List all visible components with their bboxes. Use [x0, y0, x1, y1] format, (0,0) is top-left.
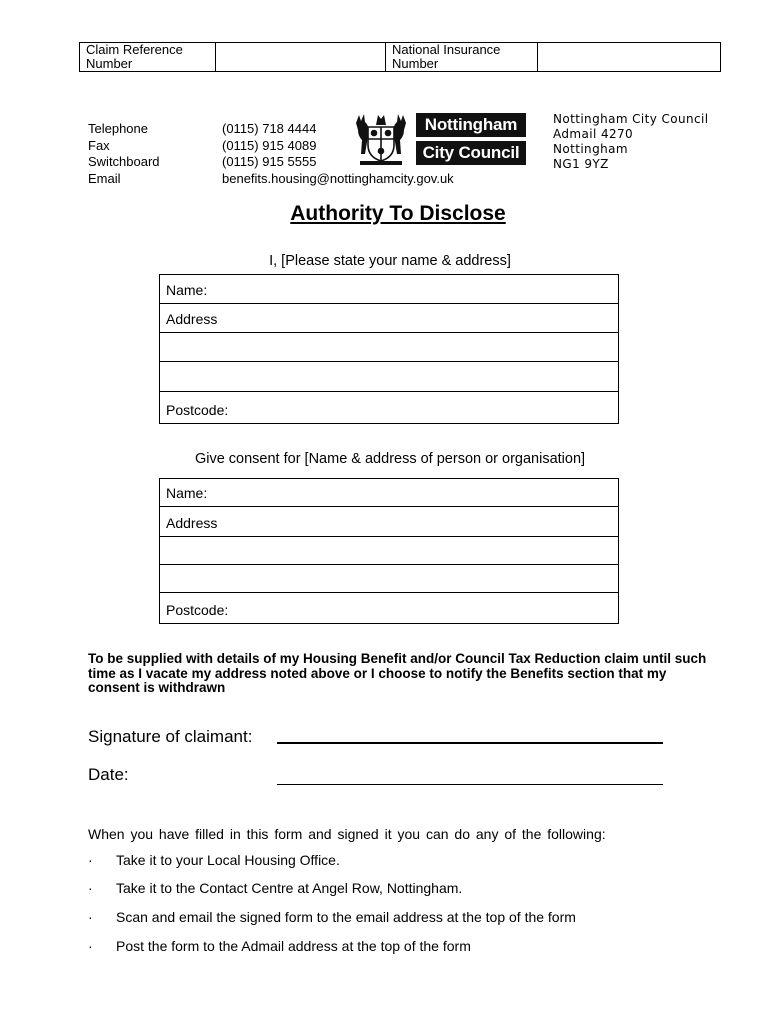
- reference-table: [79, 42, 721, 72]
- claimant-postcode-field[interactable]: [160, 392, 618, 423]
- consent-statement: To be supplied with details of my Housing Benefit and/or Council Tax Reduction claim until such time as I vacate my address noted above or I choose to notify the Benefits section that my consent is withdrawn: [88, 651, 707, 695]
- postal-address: [553, 112, 708, 172]
- list-item: [88, 938, 471, 954]
- bullet-icon: ·: [88, 938, 93, 954]
- list-item-text: Take it to the Contact Centre at Angel Row, Nottingham.: [116, 880, 463, 896]
- claimant-name-field[interactable]: [160, 275, 618, 304]
- claimant-address-line-2[interactable]: [160, 333, 618, 362]
- date-line[interactable]: [277, 784, 663, 785]
- field-label: Name:: [166, 282, 208, 298]
- contact-value: (0115) 915 5555: [222, 154, 317, 169]
- crest-icon: [350, 109, 412, 169]
- list-item: [88, 909, 576, 925]
- date-label: Date:: [88, 765, 129, 784]
- field-label: Name:: [166, 485, 208, 501]
- bullet-icon: ·: [88, 880, 93, 896]
- consent-address-line-2[interactable]: [160, 537, 618, 565]
- address-line: NG1 9YZ: [553, 157, 609, 171]
- national-insurance-field[interactable]: [538, 43, 720, 71]
- consent-name-field[interactable]: [160, 479, 618, 507]
- field-label: Postcode:: [166, 402, 229, 418]
- claimant-address-field[interactable]: [160, 304, 618, 333]
- signature-line[interactable]: [277, 742, 663, 744]
- signature-label: Signature of claimant:: [88, 727, 253, 746]
- address-line: Admail 4270: [553, 127, 634, 141]
- list-item-text: Scan and email the signed form to the email address at the top of the form: [116, 909, 576, 925]
- contact-label: Fax: [88, 137, 110, 153]
- claimant-details-box: [159, 274, 619, 424]
- contact-value: (0115) 915 4089: [222, 137, 317, 153]
- list-item-text: Take it to your Local Housing Office.: [116, 852, 340, 868]
- consent-address-field[interactable]: [160, 507, 618, 537]
- list-item: [88, 880, 462, 896]
- contact-row-email: [88, 171, 454, 188]
- claim-reference-label: Claim Reference Number: [80, 43, 216, 71]
- consent-party-box: [159, 478, 619, 624]
- field-label: Address: [166, 311, 218, 327]
- consent-address-line-3[interactable]: [160, 565, 618, 593]
- bullet-icon: ·: [88, 909, 93, 925]
- contact-label: Telephone: [88, 121, 148, 136]
- claimant-prompt: I, [Please state your name & address]: [269, 253, 511, 269]
- consent-prompt: Give consent for [Name & address of person or organisation]: [194, 451, 586, 467]
- page-title: Authority To Disclose: [290, 202, 506, 225]
- list-item: [88, 852, 340, 868]
- instructions-intro: When you have filled in this form and signed it you can do any of the following:: [88, 826, 606, 842]
- bullet-icon: ·: [88, 852, 93, 868]
- claimant-address-line-3[interactable]: [160, 362, 618, 392]
- list-item-text: Post the form to the Admail address at the top of the form: [116, 938, 471, 954]
- consent-postcode-field[interactable]: [160, 593, 618, 623]
- contact-label: Email: [88, 170, 121, 186]
- contact-label: Switchboard: [88, 154, 160, 169]
- contact-email-link[interactable]: benefits.housing@nottinghamcity.gov.uk: [222, 170, 454, 186]
- field-label: Address: [166, 515, 218, 531]
- field-label: Postcode:: [166, 602, 229, 618]
- council-logo: [350, 109, 530, 169]
- logo-text-line1: Nottingham: [416, 113, 526, 137]
- logo-text-line2: City Council: [416, 141, 526, 165]
- address-line: Nottingham City Council: [553, 112, 709, 126]
- claim-reference-field[interactable]: [216, 43, 386, 71]
- contact-value: (0115) 718 4444: [222, 121, 317, 136]
- address-line: Nottingham: [553, 142, 628, 156]
- national-insurance-label: National Insurance Number: [386, 43, 538, 71]
